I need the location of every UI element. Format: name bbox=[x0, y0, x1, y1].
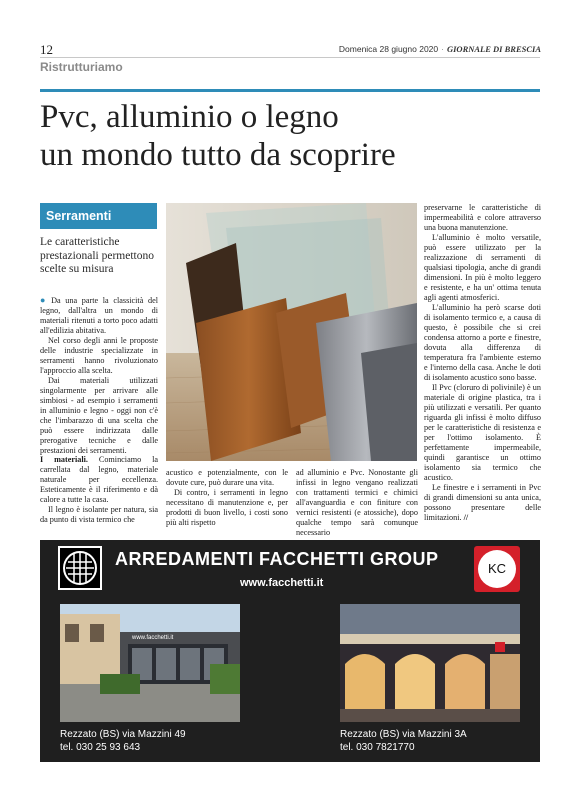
store-1-address: Rezzato (BS) via Mazzini 49 bbox=[60, 729, 186, 740]
window-grid-icon bbox=[60, 548, 100, 588]
paragraph: preservarne le caratteristiche di impermeabilità e colore attraverso una buona manutenzione. bbox=[424, 203, 541, 232]
kc-logo bbox=[474, 546, 520, 592]
store-2-address: Rezzato (BS) via Mazzini 3A bbox=[340, 729, 467, 740]
paragraph: Le finestre e i serramenti in Pvc di grandi dimensioni su anta unica, possono presentare delle limitazioni. bbox=[424, 483, 541, 522]
paragraph: ad alluminio e Pvc. Nonostante gli infissi in legno vengano realizzati con trattamenti termici e chimici all'avanguardia e con finiture con vernici resistenti (e atossiche), dopo qualche tempo sarà comunque necessario bbox=[296, 468, 418, 537]
store-1-phone: tel. 030 25 93 643 bbox=[60, 742, 141, 753]
store-2-info bbox=[340, 728, 467, 754]
paragraph: Cominciamo la carrellata dal legno, materiale naturale per eccellenza. Esteticamente è il riferimento e dà calore a tutte la casa. bbox=[40, 455, 158, 504]
headline-line-1: Pvc, alluminio o legno bbox=[40, 99, 339, 135]
storefront-2-image bbox=[340, 604, 520, 722]
ad-title: ARREDAMENTI FACCHETTI GROUP bbox=[115, 549, 439, 569]
window-profiles-image bbox=[166, 203, 417, 461]
dateline: Domenica 28 giugno 2020 · GIORNALE DI BRESCIA bbox=[338, 44, 541, 54]
section-rule bbox=[40, 89, 540, 92]
paragraph: acustico e potenzialmente, con le dovute cure, può durare una vita. bbox=[166, 468, 288, 487]
paragraph: Dai materiali utilizzati singolarmente per arrivare alle simbiosi - ad esempio i serramenti in alluminio e legno - oggi non c'è che l'imbarazzo di una scelta che può essere indirizzata dalle prerogative tecniche e dalle prestazioni dei serramenti. bbox=[40, 376, 158, 455]
paragraph: Da una parte la classicità del legno, dall'altra un mondo di materiali ritenuti a torto poco adatti all'edilizia abitativa. bbox=[40, 296, 159, 335]
page-number: 12 bbox=[40, 42, 53, 57]
end-mark: // bbox=[463, 513, 469, 522]
paragraph: L'alluminio ha però scarse doti di isolamento termico e, a causa di questo, è possibile che si crei condensa attorno a porte e finestre, dovuta alla differenza di temperatura fra l'ambiente esterno e l'interno della casa. Anche le doti di isolamento acustico sono basse. bbox=[424, 303, 541, 382]
store-photo-2 bbox=[340, 604, 520, 722]
section-name: Ristrutturiamo bbox=[40, 60, 123, 74]
ad-website[interactable]: www.facchetti.it bbox=[240, 577, 324, 589]
header-rule bbox=[40, 57, 540, 58]
issue-date: Domenica 28 giugno 2020 bbox=[338, 44, 439, 54]
headline bbox=[40, 98, 540, 174]
store-1-info bbox=[60, 728, 186, 754]
headline-line-2: un mondo tutto da scoprire bbox=[40, 137, 396, 173]
shop-sign: www.facchetti.it bbox=[132, 635, 174, 641]
window-frames-photo bbox=[166, 203, 417, 461]
facchetti-logo bbox=[58, 546, 102, 590]
kc-logo-text: KC bbox=[478, 550, 516, 588]
store-2-phone: tel. 030 7821770 bbox=[340, 742, 415, 753]
paragraph: L'alluminio è molto versatile, può essere utilizzato per la realizzazione di serramenti di qualsiasi tipologia, anche di grandi dimensioni. In più è molto leggero e resistente, e ha un' ottima tenuta agli agenti atmosferici. bbox=[424, 233, 541, 302]
article-column-1 bbox=[40, 295, 158, 456]
storefront-1-image bbox=[60, 604, 240, 722]
paragraph: Nel corso degli anni le proposte delle industrie specializzate in serramenti hanno rivoluzionato l'approccio alla scelta. bbox=[40, 336, 158, 375]
bullet-icon: ● bbox=[40, 295, 49, 305]
article-column-3 bbox=[296, 468, 418, 538]
paragraph: Di contro, i serramenti in legno necessitano di manutenzione e, per prodotti di buon livello, i costi sono più alti rispetto bbox=[166, 488, 288, 527]
paragraph: Il Pvc (cloruro di polivinile) è un materiale di origine plastica, tra i più utilizzati e versatili. Per quanto riguarda gli infissi è molto diffuso per le caratteristiche di resistenza e per l'ottimo isolamento. È perfettamente impermeabile, quindi garantisce un ottimo isolamento sia termico che acustico. bbox=[424, 383, 541, 482]
newspaper-name: GIORNALE DI BRESCIA bbox=[446, 44, 541, 54]
article-column-4 bbox=[424, 203, 541, 523]
store-photo-1 bbox=[60, 604, 240, 722]
article-column-2 bbox=[166, 468, 288, 528]
subtitle: Le caratteristiche prestazionali permettono scelte su misura bbox=[40, 236, 155, 275]
lead-in: I materiali. bbox=[40, 455, 88, 464]
paragraph: Il legno è isolante per natura, sia da punto di vista termico che bbox=[40, 505, 158, 524]
article-column-1b bbox=[40, 455, 158, 525]
kicker-label: Serramenti bbox=[40, 203, 157, 229]
